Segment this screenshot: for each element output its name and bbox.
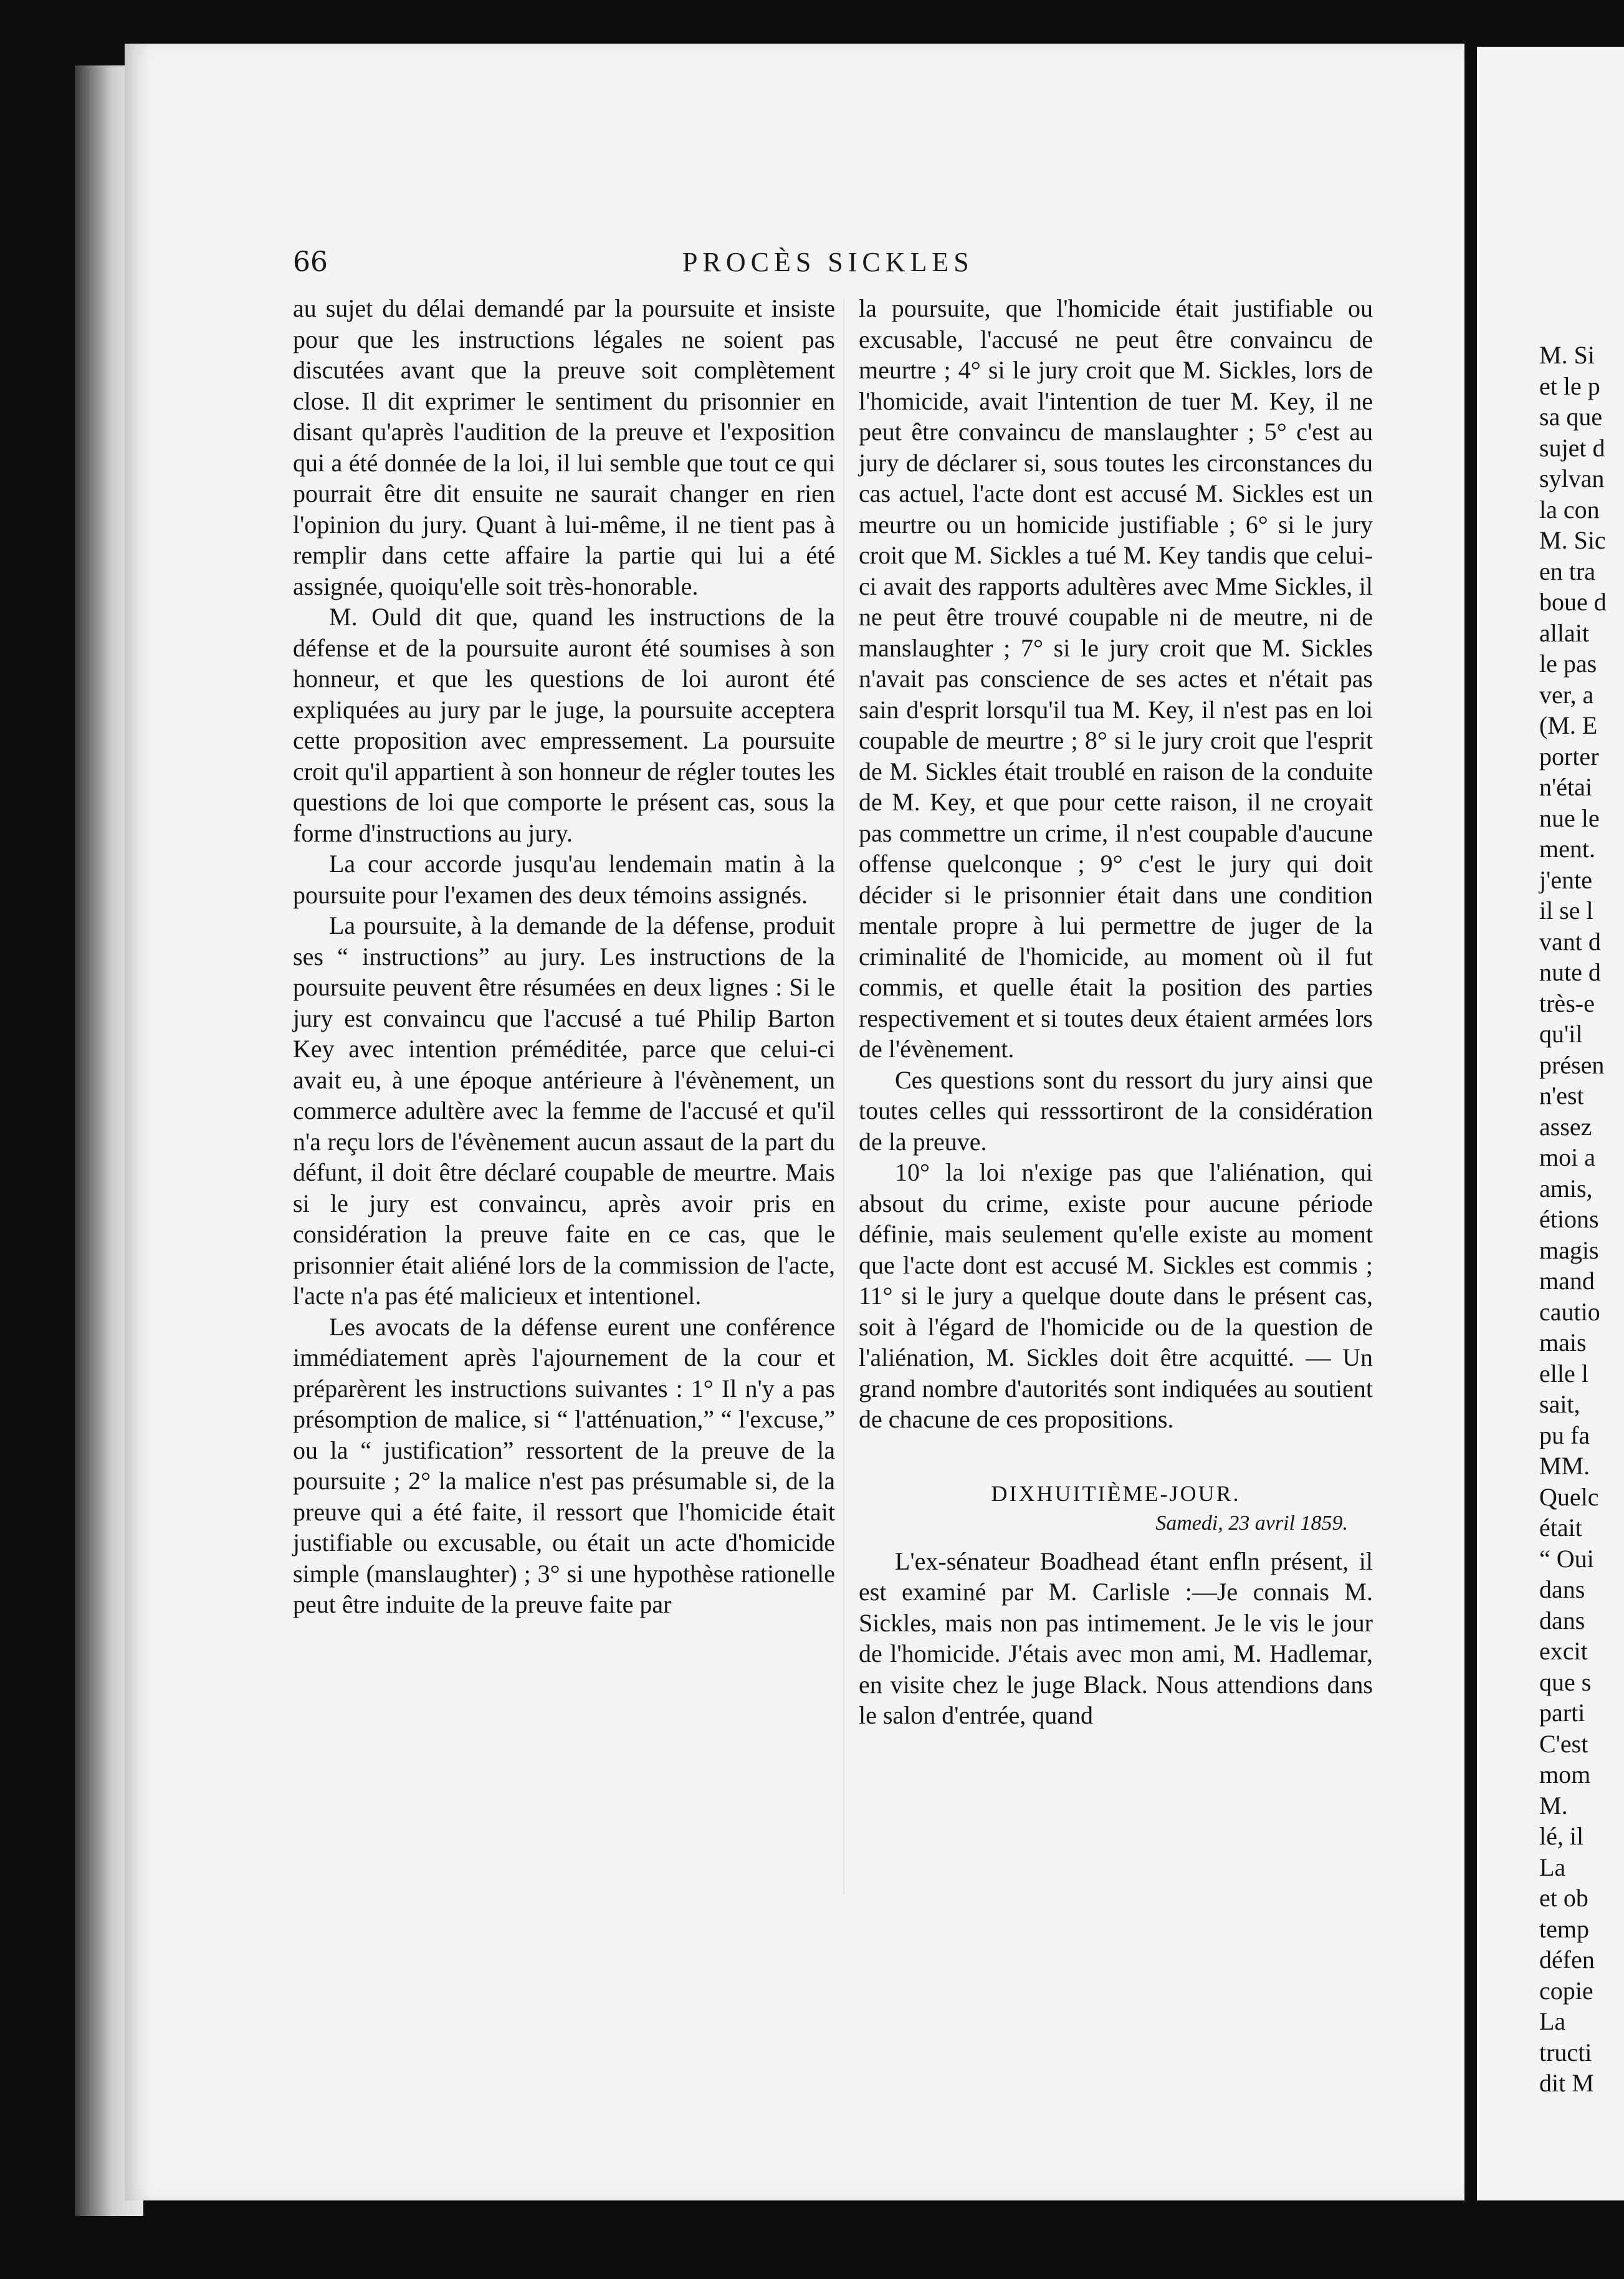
facing-page-column	[1539, 340, 1624, 2099]
facing-line-fragment: n'est	[1539, 1082, 1584, 1110]
facing-line-fragment: mais	[1539, 1328, 1587, 1356]
facing-line-fragment: mom	[1539, 1760, 1591, 1788]
facing-line-fragment: excit	[1539, 1637, 1588, 1665]
section-date: Samedi, 23 avril 1859.	[1155, 1511, 1348, 1535]
facing-line-fragment: “ Oui	[1539, 1544, 1594, 1573]
paragraph: Les avocats de la défense eurent une conférence immédiatement après l'ajournement de la cour et préparèrent les instructions suivantes : 1° Il n'y a pas présomption de malice, si “ l'atténuation,” “ l'excuse,” ou la “ justification” ressortent de la preuve de la poursuite ; 2° la malice n'est pas présumable si, de la preuve qui a été faite, il ressort que l'homicide était justifiable ou excusable, ou était un acte d'homicide simple (manslaughter) ; 3° si une hypothèse rationelle peut être induite de la preuve faite par	[293, 1312, 835, 1618]
facing-line-fragment: elle l	[1539, 1359, 1588, 1388]
facing-line-fragment: mand	[1539, 1267, 1595, 1295]
paragraph: La cour accorde jusqu'au lendemain matin à la poursuite pour l'examen des deux témoins assignés.	[293, 850, 835, 909]
facing-line-fragment: nute d	[1539, 958, 1601, 986]
facing-line-fragment: pu fa	[1539, 1421, 1590, 1449]
paragraph: Ces questions sont du ressort du jury ainsi que toutes celles qui resssortiront de la considération de la preuve.	[859, 1065, 1373, 1156]
facing-line-fragment: sa que	[1539, 403, 1603, 431]
facing-line-fragment: était	[1539, 1514, 1582, 1542]
facing-line-fragment: sylvan	[1539, 464, 1605, 492]
facing-line-fragment: Quelc	[1539, 1482, 1599, 1511]
running-head: PROCÈS SICKLES	[682, 247, 974, 277]
facing-line-fragment: nue le	[1539, 804, 1600, 832]
facing-line-fragment: sait,	[1539, 1390, 1580, 1418]
facing-line-fragment: assez	[1539, 1112, 1592, 1141]
facing-line-fragment: étions	[1539, 1205, 1599, 1233]
facing-line-fragment: dans	[1539, 1575, 1585, 1603]
facing-line-fragment: C'est	[1539, 1729, 1588, 1758]
facing-line-fragment: j'ente	[1539, 865, 1592, 894]
page-header	[293, 246, 1464, 284]
facing-line-fragment: allait	[1539, 618, 1589, 647]
facing-line-fragment: ment.	[1539, 835, 1595, 863]
paragraph: M. Ould dit que, quand les instructions de la défense et de la poursuite auront été soumises à son honneur, et que les questions de loi auront été expliquées au jury par le juge, la poursuite acceptera cette proposition avec empressement. La poursuite croit qu'il appartient à son honneur de régler toutes les questions de loi que comporte le présent cas, sous la forme d'instructions au jury.	[293, 603, 835, 847]
facing-line-fragment: boue d	[1539, 588, 1607, 616]
facing-line-fragment: La	[1539, 1853, 1566, 1881]
paragraph: au sujet du délai demandé par la poursuite et insiste pour que les instructions légales ne soient pas discutées avant que la preuve soit complètement close. Il dit exprimer le sentiment du prisonnier en disant qu'après l'audition de la preuve et l'exposition qui a été donnée de la loi, il lui semble que tout ce qui pourrait être dit ensuite ne saurait changer en rien l'opinion du jury. Quant à lui-même, il ne tient pas à remplir dans cette affaire la partie qui lui a été assignée, quoiqu'elle soit très-honorable.	[293, 294, 835, 600]
facing-line-fragment: qu'il	[1539, 1020, 1583, 1048]
facing-line-fragment: il se l	[1539, 896, 1593, 924]
facing-line-fragment: vant d	[1539, 927, 1601, 956]
facing-line-fragment: M.	[1539, 1791, 1568, 1820]
facing-line-fragment: le pas	[1539, 650, 1597, 678]
facing-line-fragment: et ob	[1539, 1884, 1588, 1912]
page-number: 66	[293, 246, 328, 278]
facing-line-fragment: porter	[1539, 742, 1599, 770]
section-title: DIXHUITIÈME-JOUR.	[991, 1480, 1241, 1506]
facing-line-fragment: La	[1539, 2007, 1566, 2035]
facing-line-fragment: la con	[1539, 495, 1600, 524]
left-column	[293, 293, 835, 1620]
paragraph: L'ex-sénateur Boadhead étant enfln présent, il est examiné par M. Carlisle :—Je connais M. Sickles, mais non pas intimement. Je le vis le jour de l'homicide. J'étais avec mon ami, M. Hadlemar, en visite chez le juge Black. Nous attendions dans le salon d'entrée, quand	[859, 1547, 1373, 1729]
facing-line-fragment: en tra	[1539, 557, 1595, 585]
facing-line-fragment: copie	[1539, 1976, 1593, 2005]
facing-line-fragment: MM.	[1539, 1452, 1590, 1480]
facing-line-fragment: (M. E	[1539, 711, 1598, 739]
facing-line-fragment: lé, il	[1539, 1822, 1584, 1850]
facing-line-fragment: sujet d	[1539, 433, 1605, 462]
column-divider	[843, 299, 844, 1895]
facing-line-fragment: et le p	[1539, 372, 1600, 400]
paragraph: la poursuite, que l'homicide était justifiable ou excusable, l'accusé ne peut être convaincu de meurtre ; 4° si le jury croit que M. Sickles, lors de l'homicide, avait l'intention de tuer M. Key, il ne peut être convaincu de manslaughter ; 5° c'est au jury de déclarer si, sous toutes les circonstances du cas actuel, l'acte dont est accusé M. Sickles est un meurtre ou un homicide justifiable ; 6° si le jury croit que M. Sickles a tué M. Key tandis que celui-ci avait des rapports adultères avec Mme Sickles, il ne peut être trouvé coupable ni de meutre, ni de manslaughter ; 7° si le jury croit que M. Sickles n'avait pas conscience de ses actes et n'était pas sain d'esprit lorsqu'il tua M. Key, il n'est pas en loi coupable de meurtre ; 8° si le jury croit que l'esprit de M. Sickles était troublé en raison de la conduite de M. Key, et que pour cette raison, il ne croyait pas commettre un crime, il n'est coupable d'aucune offense quelconque ; 9° c'est le jury qui doit décider si le prisonnier était dans une condition mentale propre à lui permettre de juger de la criminalité de l'homicide, au moment où il fut commis, et quelle était la position des parties respectivement et si toutes deux étaient armées lors de l'évènement.	[859, 294, 1373, 1063]
facing-line-fragment: tructi	[1539, 2038, 1592, 2066]
facing-line-fragment: M. Si	[1539, 341, 1595, 369]
facing-line-fragment: ver, a	[1539, 680, 1594, 709]
facing-line-fragment: temp	[1539, 1914, 1589, 1943]
facing-line-fragment: parti	[1539, 1699, 1585, 1727]
facing-line-fragment: M. Sic	[1539, 526, 1606, 554]
facing-line-fragment: défen	[1539, 1946, 1595, 1974]
facing-line-fragment: cautio	[1539, 1297, 1600, 1326]
facing-line-fragment: très-e	[1539, 989, 1595, 1017]
facing-line-fragment: présen	[1539, 1050, 1605, 1079]
facing-line-fragment: n'étai	[1539, 773, 1592, 801]
facing-line-fragment: amis,	[1539, 1174, 1593, 1202]
facing-line-fragment: magis	[1539, 1235, 1599, 1264]
middle-column	[859, 293, 1373, 1731]
facing-line-fragment: que s	[1539, 1667, 1592, 1696]
facing-line-fragment: dit M	[1539, 2069, 1594, 2097]
paragraph: 10° la loi n'exige pas que l'aliénation, qui absout du crime, existe pour aucune période définie, mais seulement qu'elle existe au moment que l'acte dont est accusé M. Sickles est commis ; 11° si le jury a quelque doute dans le présent cas, soit à l'égard de l'homicide ou de la question de l'aliénation, M. Sickles doit être acquitté. — Un grand nombre d'autorités sont indiquées au soutient de chacune de ces propositions.	[859, 1158, 1373, 1433]
facing-line-fragment: moi a	[1539, 1143, 1595, 1171]
facing-line-fragment: dans	[1539, 1606, 1585, 1634]
paragraph: La poursuite, à la demande de la défense, produit ses “ instructions” au jury. Les instructions de la poursuite peuvent être résumées en deux lignes : Si le jury est convaincu que l'accusé a tué Philip Barton Key avec intention préméditée, parce que celui-ci avait eu, à une époque antérieure à l'évènement, un commerce adultère avec la femme de l'accusé et qu'il n'a reçu lors de l'évènement aucun assaut de la part du défunt, il doit être déclaré coupable de meurtre. Mais si le jury est convaincu, après avoir pris en considération la preuve faite en ce cas, que le prisonnier était aliéné lors de la commission de l'acte, l'acte n'a pas été malicieux et intentionel.	[293, 911, 835, 1310]
facing-page	[1477, 47, 1624, 2200]
